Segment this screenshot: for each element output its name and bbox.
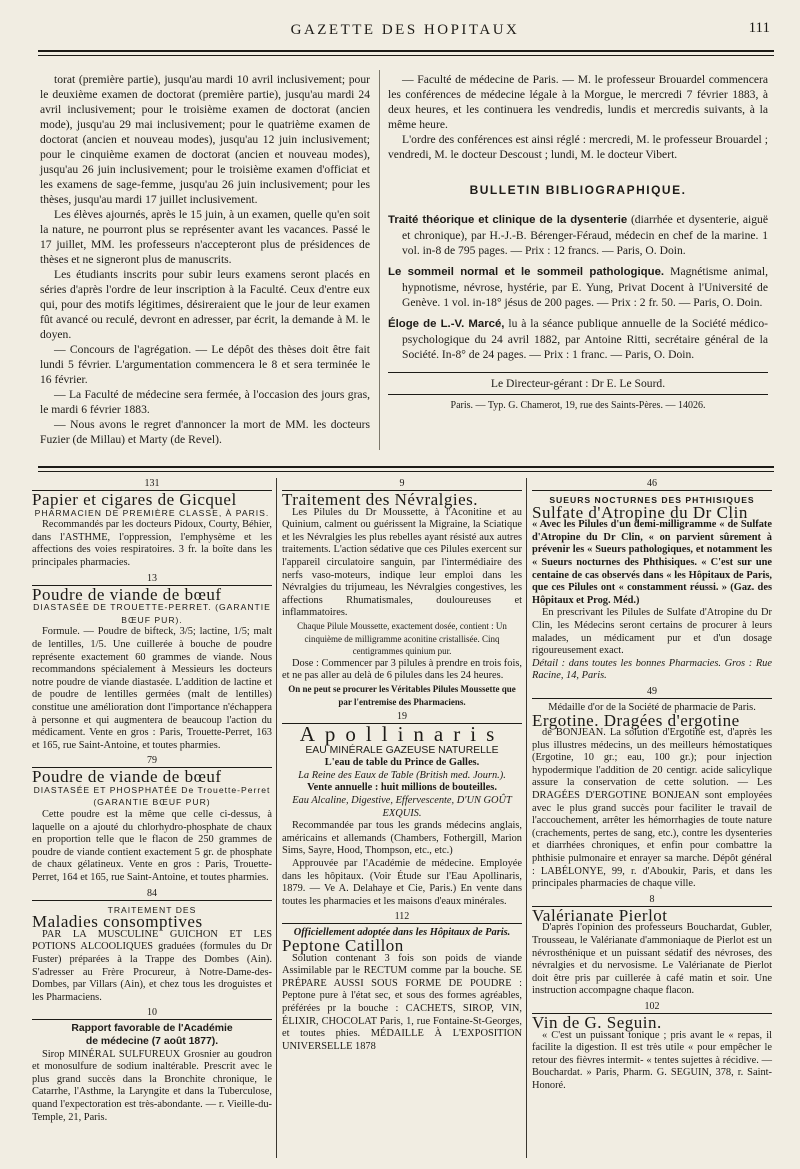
ad-body: En prescrivant les Pilules de Sulfate d'Atropine du Dr Clin, les Médecins seront certains de procurer à leurs malades, un médicament pur et d'un dosage rigoureusement exact. [532,607,772,657]
ad-line: Approuvée par l'Académie de médecine. Employée dans les hôpitaux. (Voir Étude sur l'Eau Apollinaris, 1879. — Ve A. Delahaye et Cie, Paris.) En vente dans toutes les pharmacies et les maisons d'eaux minérales. [282,858,522,907]
ad-number: 79 [32,755,272,768]
ad-subhead: de médecine (7 août 1877). [85,1035,219,1047]
paragraph: — Concours de l'agrégation. — Le dépôt des thèses doit être fait lundi 5 février. L'argumentation commencera le 8 et sera terminée le 16 février. [40,343,370,386]
ad-headline: Poudre de viande de bœuf [32,767,222,787]
ad-number: 8 [532,894,772,907]
ad-headline: Maladies consomptives [32,912,203,932]
bib-text: lu à la séance publique annuelle de la Société médico-psychologique du 24 avril 1882, par Antoine Ritti, secrétaire général de la Société. In-8° de 24 pages. — Prix : 1 franc. — Paris, O. Doin. [402,317,768,361]
ad-body: Sirop MINÉRAL SULFUREUX Grosnier au goudron et monosulfure de sodium inaltérable. Prescrit avec le plus grand succès dans la Bronchite chronique, le Catarrhe, l'Asthme, la Laryngite et dans la Tuberculose, quand l'expectoration est très-abondante. — r. Vieille-du-Temple, 21, Paris. [32,1048,272,1123]
bulletin-title: BULLETIN BIBLIOGRAPHIQUE. [469,183,687,197]
ad-body: Cette poudre est la même que celle ci-dessus, à laquelle on a ajouté du chlorhydro-phosphate de chaux en proportion telle que le flacon de 250 grammes de poudre de viande contient exactement 5 gr. de phosphate de chaux gélatineux. Vente en gros : Paris, Trouette-Perret, 164 et 165, rue Saint-Antoine, et toutes pharmies. [32,809,272,884]
printer-line: Paris. — Typ. G. Chamerot, 19, rue des Saints-Pères. — 14026. [388,394,768,413]
ad-headline: Poudre de viande de bœuf [32,584,222,604]
ad-subhead: SUEURS NOCTURNES DES PHTHISIQUES [549,495,755,505]
ad-divider [526,478,527,1158]
ad-body: D'après l'opinion des professeurs Bouchardat, Gubler, Trousseau, le Valérianate d'ammoniaque de Pierlot est un névrosthénique et un puissant sédatif des névroses, des névralgies et du nervosisme. Le Valérianate de Pierlot doit être pris par cuillerée à café matin et soir. Une instruction accompagne chaque flacon. [532,922,772,997]
ad-headline: Papier et cigares de Gicquel [32,490,237,509]
ad-body: Recommandés par les docteurs Pidoux, Courty, Béhier, dans l'ASTHME, l'oppression, l'emphysème et les affections des voies respiratoires. 3 fr. la boîte dans les principales pharmacies. [32,519,272,568]
header-rule-thin [38,55,774,56]
bibliography-entry [388,316,768,362]
journal-title: GAZETTE DES HOPITAUX [290,22,520,38]
paragraph: Les étudiants inscrits pour subir leurs examens seront placés en séries d'après l'ordre de leur inscription à la Faculté. Ceux d'entre eux qui, pour des motifs légitimes, désireraient que le jour de leur examen fût avancé ou reculé, devront en adresser, par écrit, la demande à M. le doyen. [40,268,370,341]
ad-line: La Reine des Eaux de Table (British med. Journ.). [298,769,506,781]
ad-poudre-phosphatee [32,755,272,884]
paragraph: — Nous avons le regret d'annoncer la mort de MM. les docteurs Fuzier (de Millau) et Marty (de Revel). [40,418,370,446]
bibliography-entry [388,212,768,258]
paragraph: — La Faculté de médecine sera fermée, à l'occasion des jours gras, le mardi 6 février 1883. [40,388,370,416]
news-column-right [388,72,768,413]
paragraph: — Faculté de médecine de Paris. — M. le professeur Brouardel commencera les conférences de médecine légale à la Morgue, le mercredi 7 février 1883, à deux heures, et les continuera les vendredis, lundis et mercredis suivants, à la même heure. [388,73,768,131]
ad-maladies-consomptives [32,888,272,1005]
running-head [40,18,770,44]
page-number: 111 [748,20,770,36]
ad-valerianate [532,894,772,998]
ad-number: 10 [32,1007,272,1020]
ad-apollinaris [282,711,522,908]
header-rule [38,50,774,52]
bib-text: Magnétisme animal, hypnotisme, névrose, hystérie, par E. Yung, Privat Docent à l'Université de Genève. 1 vol. in-18° jésus de 200 pages. — Prix : 2 fr. 50. — Paris, O. Doin. [402,265,768,309]
ad-subhead: DIASTASÉE ET PHOSPHATÉE De Trouette-Perret (GARANTIE BŒUF PUR) [33,784,271,808]
ad-body: « C'est un puissant tonique ; pris avant le « repas, il facilite la digestion. Il est très utile « pour empêcher le retour des fièvres intermit- « tentes sujettes à récidive. — Bouchardat. » Paris, Pharm. G. SEGUIN, 378, r. Saint-Honoré. [532,1029,772,1091]
ad-line: Eau Alcaline, Digestive, Effervescente, D'UN GOÛT EXQUIS. [292,795,512,819]
ad-headline: Rapport favorable de l'Académie [71,1023,233,1035]
ad-subhead: DIASTASÉE DE TROUETTE-PERRET. (GARANTIE BŒUF PUR). [33,602,271,625]
bib-title: Le sommeil normal et le sommeil pathologique. [388,266,665,278]
ad-headline: Apollinaris [299,722,505,747]
ad-column-3 [532,478,772,1096]
ad-footer: On ne peut se procurer les Véritables Pilules Moussette que par l'entremise des Pharmaciens. [288,683,516,707]
ad-headline: Peptone Catillon [282,936,404,955]
ad-subhead: PHARMACIEN DE PREMIÈRE CLASSE, À PARIS. [34,507,270,518]
ads-top-rule-thin [38,471,774,472]
ad-number: 102 [532,1001,772,1014]
bib-text: (diarrhée et dysenterie, aiguë et chronique), par H.-J.-B. Bérenger-Féraud, médecin en chef de la marine. 1 vol. in-8 de 795 pages. — Prix : 12 francs. — Paris, O. Doin. [402,213,768,257]
ad-subhead: TRAITEMENT DES [107,904,197,915]
ad-line: Recommandée par tous les grands médecins anglais, américains et allemands (Chambers, Fothergill, Marion Sims, Sayre, Hood, Thompson, etc., etc.) [282,820,522,857]
ad-body: de BONJEAN. La solution d'Ergotine est, d'après les plus illustres médecins, un des meilleurs hémostatiques (Ergotine, 10 gr.; eau, 100 gr.); pour injection hypodermique l'addition de 20 centigr. acide salicylique assure la conservation de cette solution. — Les DRAGÉES D'ERGOTINE BONJEAN sont employées avec le plus grand succès pour faciliter le travail de l'accouchement, arrêter les hémorrhagies de toute nature (crachements, pertes de sang, etc.), contre les dysenteries et diarrhées chroniques, et enfin pour combattre la phthisie pulmonaire et enrayer sa marche. Dépôt général : LABÉLONYE, 99, r. d'Aboukir, Paris, et dans les principales pharmacies de chaque ville. [532,727,772,890]
ad-line: L'eau de table du Prince de Galles. [324,757,480,769]
director-signature: Le Directeur-gérant : Dr E. Le Sourd. [388,372,768,394]
ad-body: PAR LA MUSCULINE GUICHON ET LES POTIONS ALCOOLIQUES graduées (formules du Dr Fuster) préparées à la Trappe des Dombes (Ain). S'adresser au Frère Procureur, à Notre-Dame-des-Dombes, par Villars (Ain), et chez tous les droguistes et les Pharmaciens. [32,928,272,1003]
ad-divider [276,478,277,1158]
ad-poudre-viande [32,573,272,753]
ad-body: Détail : dans toutes les bonnes Pharmacies. Gros : Rue Racine, 14, Paris. [532,657,772,682]
ad-body: Formule. — Poudre de bifteck, 3/5; lactine, 1/5; malt de lentilles, 1/5. Une cuillerée à bouche de poudre représente exactement 60 grammes de viande. Nous recommandons spécialement à Messieurs les docteurs notre poudre de viande diastasée. L'addition de lactine et de poudre de lentilles germées (malt de lentilles) constitue une amélioration dont l'importance n'échappera à personne et qui augmentera de beaucoup l'action du médicament. Vente en gros : Paris, Trouette-Perret, 163 et 165, rue Saint-Antoine, et toutes pharmies. [32,626,272,751]
ad-dose: Dose : Commencer par 3 pilules à prendre en trois fois, et ne pas aller au delà de 6 pilules dans les 24 heures. [282,657,522,682]
ad-line: Officiellement adoptée dans les Hôpitaux de Paris. [293,927,511,939]
ad-column-2 [282,478,522,1056]
ad-ergotine [532,686,772,891]
ads-top-rule [38,466,774,468]
ad-line: Médaille d'or de la Société de pharmacie de Paris. [548,701,756,713]
ad-line: Vente annuelle : huit millions de bouteilles. [307,782,497,794]
ad-body: « Avec les Pilules d'un demi-milligramme « de Sulfate d'Atropine du Dr Clin, « on parvient sûrement à prévenir les « Sueurs pathologiques, et notamment les « Sueurs nocturnes des Phthisiques. « C'est sur une centaine de cas observés dans « les Hôpitaux de Paris, que ces Pilules ont « constamment réussi. » (Gaz. des Hôpitaux et Prog. Méd.) [532,519,772,606]
paragraph: L'ordre des conférences est ainsi réglé : mercredi, M. le professeur Brouardel ; vendredi, M. le docteur Descoust ; lundi, M. le docteur Vibert. [388,133,768,161]
ad-formula: Chaque Pilule Moussette, exactement dosée, contient : Un cinquième de milligramme aconitine cristallisée. Cinq centigrammes quinium pur. [297,620,507,657]
ad-headline: Valérianate Pierlot [532,905,668,925]
paragraph: torat (première partie), jusqu'au mardi 10 avril inclusivement; pour le deuxième examen de doctorat (première partie), jusqu'au mardi 24 avril inclusivement; pour le troisième examen de doctorat (ancien mode), jusqu'au 29 mai inclusivement; pour le quatrième examen de doctorat (ancien et nouveau modes), jusqu'au 12 juin inclusivement; pour le cinquième examen de doctorat (ancien et nouveau modes), jusqu'au 26 juin inclusivement; pour le troisième examen d'officiat et les examens de sage-femme, jusqu'au 26 juin inclusivement; pour les thèses, jusqu'au mardi 17 juillet inclusivement. [40,73,370,206]
ad-sirop-grosnier [32,1007,272,1124]
ad-gicquel [32,478,272,570]
column-divider [379,70,380,450]
ad-headline: Traitement des Névralgies. [282,490,479,509]
paragraph: Les élèves ajournés, après le 15 juin, à un examen, quelle qu'en soit la nature, ne pourront plus se représenter avant les vacances. Passé le 17 juillet, MM. les professeurs n'accepteront plus de présidences de thèses et ne signeront plus de manuscrits. [40,208,370,266]
ad-vin-seguin [532,1001,772,1093]
bib-title: Traité théorique et clinique de la dysenterie [388,214,628,226]
ad-number: 19 [282,711,522,724]
ad-number: 13 [32,573,272,586]
ad-atropine-clin [532,478,772,683]
news-column-left [40,72,370,447]
ad-body: Les Pilules du Dr Moussette, à l'Aconitine et au Quinium, calment ou guérissent la Migraine, la Sciatique et les Névralgies les plus rebelles ayant résisté aux autres traitements. L'action sédative que ces Pilules exercent sur l'appareil circulatoire sanguin, par l'intermédiaire des nerfs vaso-moteurs, indique leur emploi dans les Névralgies du trijumeau, les Névralgies congestives, les affections Rhumatismales, douloureuses et inflammatoires. [282,506,522,619]
ad-headline: Sulfate d'Atropine du Dr Clin [532,502,748,522]
ad-number: 46 [532,478,772,491]
bibliography-entry [388,264,768,310]
ad-number: 49 [532,686,772,699]
ad-peptone-catillon [282,911,522,1053]
ad-headline: Ergotine. Dragées d'ergotine [532,710,740,730]
ad-body: Solution contenant 3 fois son poids de viande Assimilable par le RECTUM comme par la bouche. SE PRÉPARE AUSSI SOUS FORME DE POUDRE : Peptone pure à l'état sec, et sous des formes agréables, préférées pr la bouche : CACHETS, SIROP, VIN, ÉLIXIR, CHOCOLAT Paris, 1, rue Fontaine-St-Georges, et toutes phies. MÉDAILLE À L'EXPOSITION UNIVERSELLE 1878 [282,952,522,1052]
advertisements [32,478,772,1158]
ad-nevralgies [282,478,522,708]
ad-number: 84 [32,888,272,901]
ad-headline: Vin de G. Seguin. [532,1012,662,1032]
bib-title: Éloge de L.-V. Marcé, [388,318,505,330]
ad-number: 112 [282,911,522,924]
ad-number: 131 [32,478,272,491]
ad-number: 9 [282,478,522,491]
ad-column-1 [32,478,272,1127]
ad-line: EAU MINÉRALE GAZEUSE NATURELLE [305,744,499,756]
